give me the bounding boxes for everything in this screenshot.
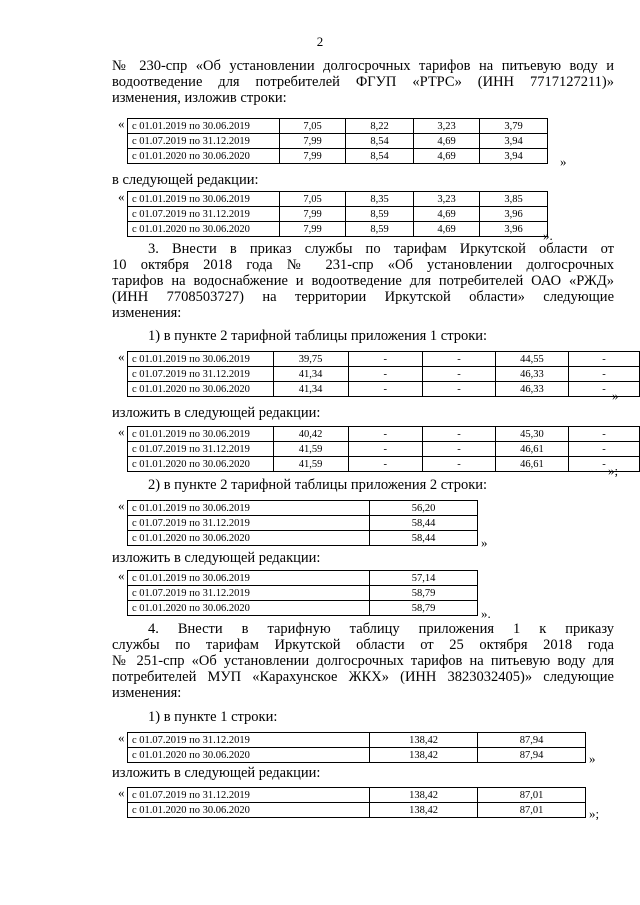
period-cell: с 01.07.2019 по 31.12.2019	[128, 442, 274, 457]
label-new-edition: изложить в следующей редакции:	[112, 405, 321, 421]
table-row	[128, 382, 640, 397]
text-line: тарифов на водоснабжение и водоотведение для потребителей ОАО «РЖД»	[112, 273, 614, 289]
tariff-value-cell: 4,69	[414, 222, 480, 237]
open-quote: «	[118, 349, 125, 364]
tariff-value-cell: 46,61	[495, 457, 568, 472]
tariff-value-cell: 57,14	[370, 571, 478, 586]
tariff-value-cell: 3,23	[414, 119, 480, 134]
table-row	[128, 748, 586, 763]
period-cell: с 01.01.2020 по 30.06.2020	[128, 601, 370, 616]
period-cell: с 01.07.2019 по 31.12.2019	[128, 788, 370, 803]
tariff-value-cell: 4,69	[414, 207, 480, 222]
open-quote: «	[118, 116, 125, 131]
tariff-value-cell: 45,30	[495, 427, 568, 442]
tariff-table-3-new	[127, 570, 478, 616]
text-line: 4. Внести в тарифную таблицу приложения 1 к приказу	[148, 621, 614, 637]
period-cell: с 01.07.2019 по 31.12.2019	[128, 516, 370, 531]
tariff-value-cell: 87,01	[478, 788, 586, 803]
tariff-table-3-old	[127, 500, 478, 546]
tariff-table-2-new	[127, 426, 640, 472]
period-cell: с 01.01.2019 по 30.06.2019	[128, 501, 370, 516]
tariff-value-cell: -	[348, 457, 423, 472]
text-line: изменения, изложив строки:	[112, 90, 287, 106]
text-line: потребителей МУП «Карахунское ЖКХ» (ИНН 3823032405)» следующие	[112, 669, 614, 685]
tariff-value-cell: 3,94	[480, 134, 548, 149]
tariff-value-cell: -	[423, 367, 496, 382]
tariff-value-cell: 8,54	[346, 134, 414, 149]
tariff-value-cell: 138,42	[370, 803, 478, 818]
tariff-value-cell: 41,34	[273, 367, 348, 382]
tariff-value-cell: -	[568, 442, 639, 457]
table-row	[128, 571, 478, 586]
period-cell: с 01.07.2019 по 31.12.2019	[128, 586, 370, 601]
tariff-value-cell: 41,34	[273, 382, 348, 397]
tariff-value-cell: 46,33	[495, 367, 568, 382]
close-quote: ».	[543, 228, 553, 243]
tariff-value-cell: 4,69	[414, 134, 480, 149]
text-line: изменения:	[112, 685, 182, 701]
period-cell: с 01.01.2020 по 30.06.2020	[128, 149, 280, 164]
close-quote: ».	[481, 606, 491, 621]
tariff-value-cell: 3,96	[480, 207, 548, 222]
tariff-value-cell: -	[348, 367, 423, 382]
tariff-value-cell: 7,99	[280, 207, 346, 222]
period-cell: с 01.01.2020 по 30.06.2020	[128, 803, 370, 818]
tariff-value-cell: -	[348, 427, 423, 442]
table-row	[128, 788, 586, 803]
tariff-value-cell: -	[348, 352, 423, 367]
tariff-value-cell: 8,35	[346, 192, 414, 207]
text-line: водоотведение для потребителей ФГУП «РТРС» (ИНН 7717127211)»	[112, 74, 614, 90]
tariff-value-cell: -	[568, 457, 639, 472]
label-new-edition: изложить в следующей редакции:	[112, 765, 321, 781]
tariff-value-cell: 138,42	[370, 733, 478, 748]
tariff-value-cell: 87,01	[478, 803, 586, 818]
item-1-heading: 1) в пункте 2 тарифной таблицы приложения 1 строки:	[148, 328, 488, 344]
period-cell: с 01.01.2019 по 30.06.2019	[128, 571, 370, 586]
tariff-value-cell: -	[423, 442, 496, 457]
tariff-value-cell: 58,44	[370, 531, 478, 546]
table-row	[128, 192, 548, 207]
paragraph-2-end	[112, 58, 614, 106]
item-4-heading: 1) в пункте 1 строки:	[148, 709, 278, 725]
close-quote: »	[481, 535, 488, 550]
tariff-value-cell: 8,59	[346, 207, 414, 222]
close-quote: »;	[608, 463, 619, 478]
tariff-table-4-old	[127, 732, 586, 763]
tariff-value-cell: -	[568, 382, 639, 397]
table-row	[128, 516, 478, 531]
tariff-value-cell: 7,05	[280, 119, 346, 134]
tariff-value-cell: 41,59	[273, 442, 348, 457]
table-row	[128, 134, 548, 149]
tariff-value-cell: 8,54	[346, 149, 414, 164]
open-quote: «	[118, 424, 125, 439]
tariff-value-cell: 7,99	[280, 222, 346, 237]
tariff-value-cell: -	[348, 442, 423, 457]
table-row	[128, 531, 478, 546]
open-quote: «	[118, 189, 125, 204]
tariff-table-1-new	[127, 191, 548, 237]
text-line: изменения:	[112, 305, 182, 321]
table-row	[128, 442, 640, 457]
tariff-value-cell: 39,75	[273, 352, 348, 367]
paragraph-4	[112, 621, 614, 701]
close-quote: »	[589, 751, 596, 766]
page-number: 2	[316, 34, 324, 49]
period-cell: с 01.07.2019 по 31.12.2019	[128, 367, 274, 382]
tariff-value-cell: 3,94	[480, 149, 548, 164]
period-cell: с 01.01.2019 по 30.06.2019	[128, 427, 274, 442]
close-quote: »	[560, 154, 567, 169]
period-cell: с 01.01.2020 по 30.06.2020	[128, 457, 274, 472]
label-new-edition: изложить в следующей редакции:	[112, 550, 321, 566]
table-row	[128, 207, 548, 222]
table-row	[128, 733, 586, 748]
tariff-value-cell: 40,42	[273, 427, 348, 442]
tariff-value-cell: 58,79	[370, 586, 478, 601]
item-2-heading: 2) в пункте 2 тарифной таблицы приложения 2 строки:	[148, 477, 488, 493]
tariff-value-cell: -	[568, 352, 639, 367]
table-row	[128, 586, 478, 601]
tariff-value-cell: 46,33	[495, 382, 568, 397]
table-row	[128, 501, 478, 516]
table-row	[128, 149, 548, 164]
table-row	[128, 601, 478, 616]
tariff-value-cell: 58,44	[370, 516, 478, 531]
tariff-value-cell: 3,23	[414, 192, 480, 207]
tariff-value-cell: 7,99	[280, 134, 346, 149]
open-quote: «	[118, 568, 125, 583]
tariff-table-1-old	[127, 118, 548, 164]
table-row	[128, 427, 640, 442]
tariff-value-cell: -	[423, 382, 496, 397]
label-new-edition: в следующей редакции:	[112, 172, 259, 188]
tariff-value-cell: -	[423, 352, 496, 367]
period-cell: с 01.01.2020 по 30.06.2020	[128, 382, 274, 397]
tariff-value-cell: 3,96	[480, 222, 548, 237]
period-cell: с 01.01.2020 по 30.06.2020	[128, 531, 370, 546]
tariff-value-cell: 87,94	[478, 748, 586, 763]
close-quote: »;	[589, 806, 600, 821]
period-cell: с 01.01.2019 по 30.06.2019	[128, 119, 280, 134]
text-line: № 251-спр «Об установлении долгосрочных тарифов на питьевую воду для	[112, 653, 614, 669]
period-cell: с 01.01.2020 по 30.06.2020	[128, 748, 370, 763]
tariff-value-cell: -	[423, 427, 496, 442]
table-row	[128, 119, 548, 134]
period-cell: с 01.07.2019 по 31.12.2019	[128, 134, 280, 149]
tariff-value-cell: 3,85	[480, 192, 548, 207]
tariff-value-cell: 56,20	[370, 501, 478, 516]
table-row	[128, 352, 640, 367]
text-line: № 230-спр «Об установлении долгосрочных тарифов на питьевую воду и	[112, 58, 614, 74]
text-line: 10 октября 2018 года № 231-спр «Об установлении долгосрочных	[112, 257, 614, 273]
tariff-value-cell: 87,94	[478, 733, 586, 748]
tariff-value-cell: -	[568, 367, 639, 382]
tariff-value-cell: -	[568, 427, 639, 442]
paragraph-3	[112, 241, 614, 321]
close-quote: »	[612, 388, 619, 403]
period-cell: с 01.07.2019 по 31.12.2019	[128, 733, 370, 748]
tariff-value-cell: 3,79	[480, 119, 548, 134]
tariff-value-cell: 58,79	[370, 601, 478, 616]
tariff-table-2-old	[127, 351, 640, 397]
tariff-value-cell: 4,69	[414, 149, 480, 164]
tariff-value-cell: 44,55	[495, 352, 568, 367]
period-cell: с 01.01.2019 по 30.06.2019	[128, 352, 274, 367]
tariff-value-cell: -	[348, 382, 423, 397]
tariff-table-4-new	[127, 787, 586, 818]
table-row	[128, 803, 586, 818]
tariff-value-cell: 46,61	[495, 442, 568, 457]
period-cell: с 01.01.2020 по 30.06.2020	[128, 222, 280, 237]
tariff-value-cell: 138,42	[370, 788, 478, 803]
open-quote: «	[118, 498, 125, 513]
tariff-value-cell: -	[423, 457, 496, 472]
tariff-value-cell: 8,59	[346, 222, 414, 237]
table-row	[128, 222, 548, 237]
tariff-value-cell: 138,42	[370, 748, 478, 763]
table-row	[128, 367, 640, 382]
text-line: 3. Внести в приказ службы по тарифам Иркутской области от	[148, 241, 614, 257]
text-line: (ИНН 7708503727) на территории Иркутской области» следующие	[112, 289, 614, 305]
period-cell: с 01.07.2019 по 31.12.2019	[128, 207, 280, 222]
tariff-value-cell: 7,99	[280, 149, 346, 164]
tariff-value-cell: 8,22	[346, 119, 414, 134]
tariff-value-cell: 41,59	[273, 457, 348, 472]
tariff-value-cell: 7,05	[280, 192, 346, 207]
period-cell: с 01.01.2019 по 30.06.2019	[128, 192, 280, 207]
table-row	[128, 457, 640, 472]
open-quote: «	[118, 785, 125, 800]
open-quote: «	[118, 730, 125, 745]
text-line: службы по тарифам Иркутской области от 25 октября 2018 года	[112, 637, 614, 653]
